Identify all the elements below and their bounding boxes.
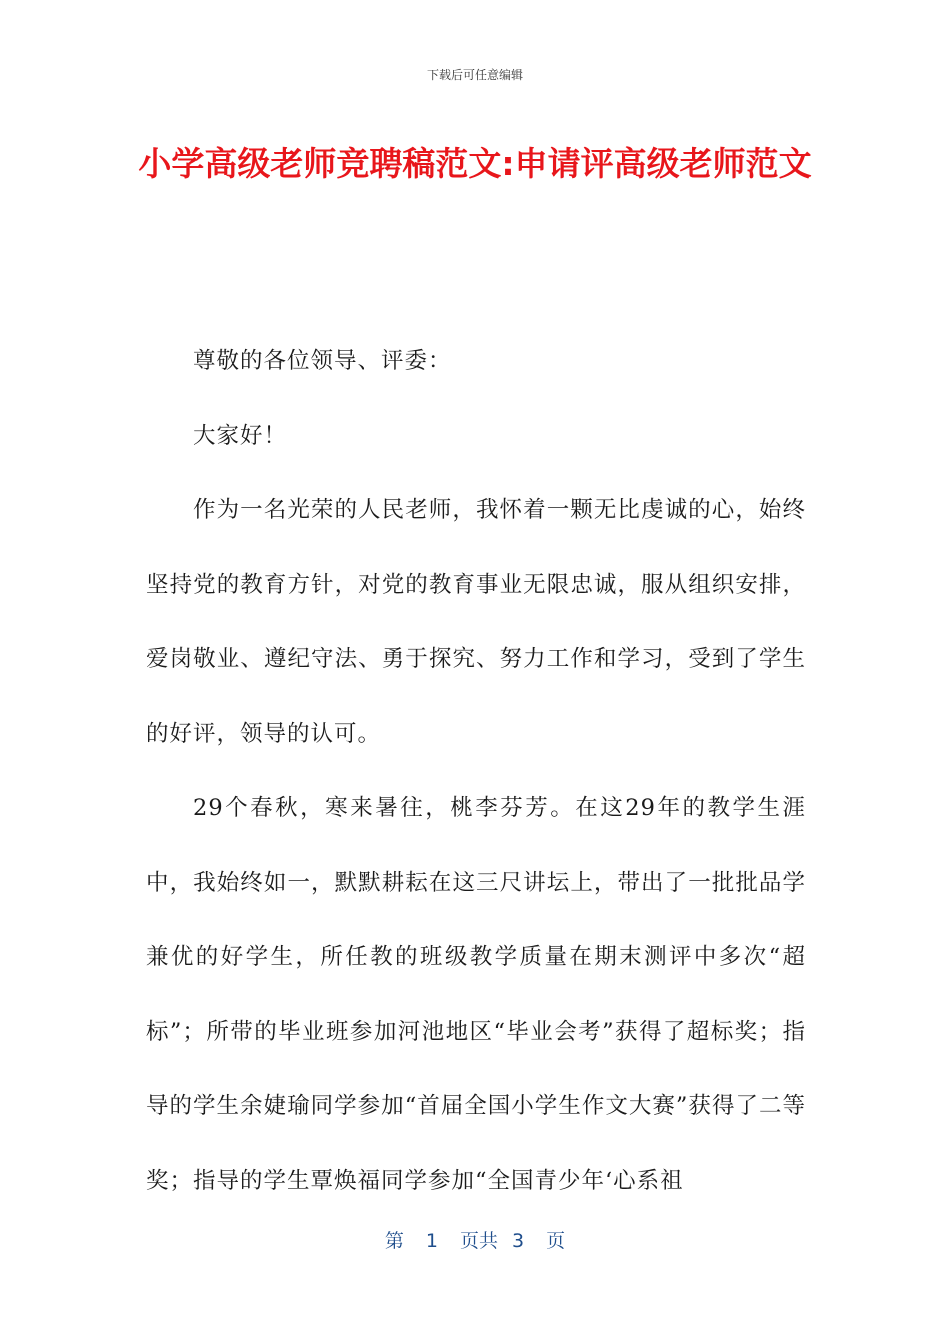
document-title: 小学高级老师竞聘稿范文:申请评高级老师范文: [138, 144, 812, 183]
paragraph-salutation: 尊敬的各位领导、评委：: [193, 348, 452, 374]
paragraph-greeting: 大家好！: [193, 422, 288, 449]
paragraph-achievements: 29个春秋，寒来暑往，桃李芬芳。在这29年的教学生涯中，我始终如一，默默耕耘在这三尺讲坛上，带出了一批批品学兼优的好学生，所任教的班级教学质量在期末测评中多次“超标”；所带的毕业班参加河池地区“毕业会考”获得了超标奖；指导的学生余婕瑜同学参加“首届全国小学生作文大赛”获得了二等奖；指导的学生覃焕福同学参加“全国青少年‘心系祖: [146, 795, 806, 1194]
footer-page-current: 1: [425, 1230, 438, 1252]
footer-page-total: 3: [512, 1230, 525, 1252]
paragraph-intro: 作为一名光荣的人民老师，我怀着一颗无比虔诚的心，始终坚持党的教育方针，对党的教育事业无限忠诚，服从组织安排，爱岗敬业、遵纪守法、勇于探究、努力工作和学习，受到了学生的好评，领导的认可。: [146, 497, 806, 747]
footer-page-suffix: 页: [546, 1230, 566, 1252]
page-footer: [0, 1226, 950, 1253]
header-note: 下载后可任意编辑: [426, 68, 523, 82]
footer-page-mid: 页共: [459, 1230, 498, 1252]
footer-page-prefix: 第: [384, 1230, 404, 1252]
document-body: [146, 324, 806, 1218]
